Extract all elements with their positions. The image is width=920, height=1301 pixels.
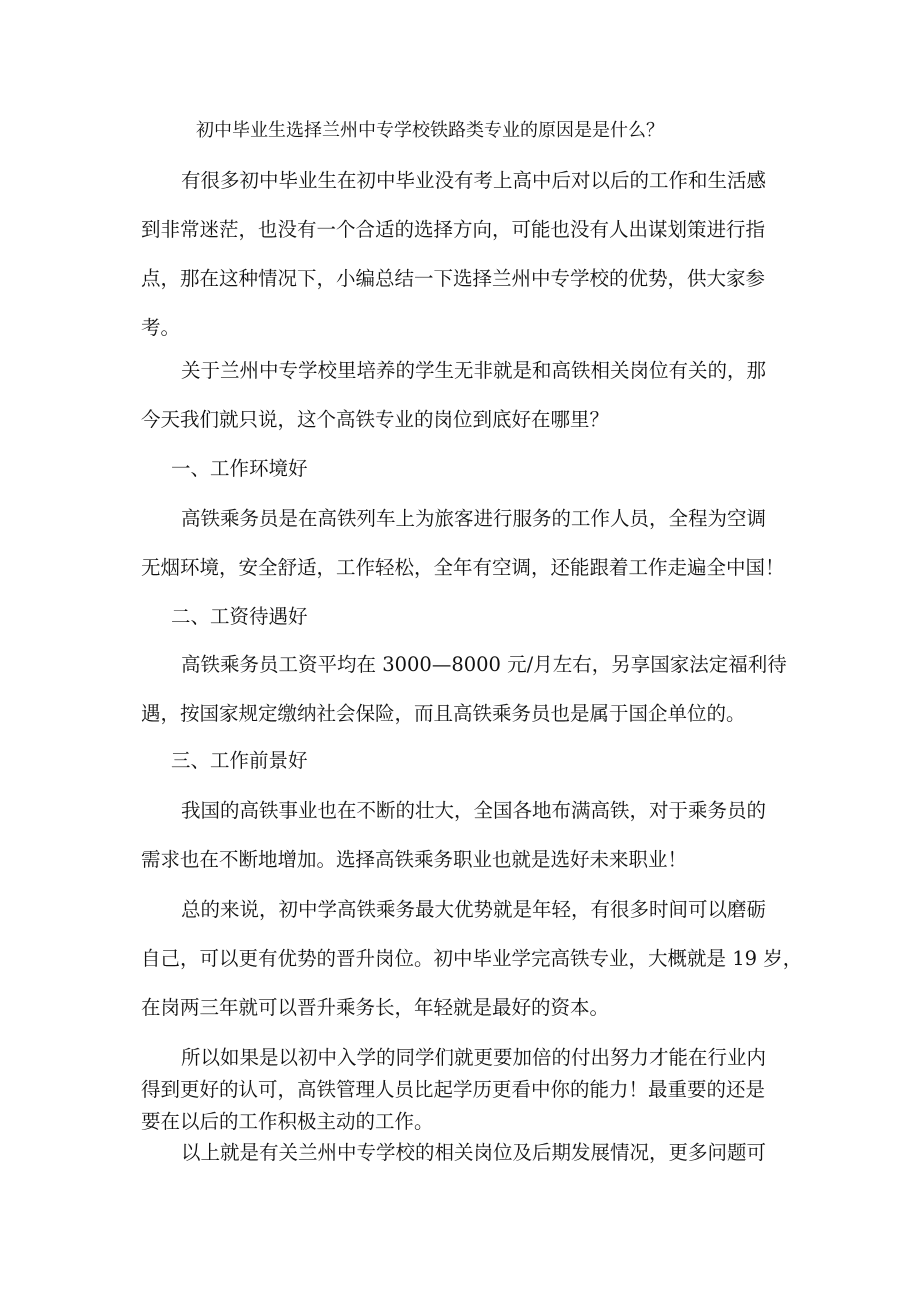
text-line: 遇，按国家规定缴纳社会保险，而且高铁乘务员也是属于国企单位的。 [141, 702, 746, 725]
text-line: 到非常迷茫，也没有一个合适的选择方向，可能也没有人出谋划策进行指 [141, 218, 766, 241]
text-line: 总的来说，初中学高铁乘务最大优势就是年轻，有很多时间可以磨砺 [181, 898, 767, 921]
text-line: 关于兰州中专学校里培养的学生无非就是和高铁相关岗位有关的，那 [181, 359, 767, 382]
text-line: 在岗两三年就可以晋升乘务长，年轻就是最好的资本。 [141, 996, 610, 1019]
text-line: 要在以后的工作积极主动的工作。 [141, 1110, 434, 1133]
page-title: 初中毕业生选择兰州中专学校铁路类专业的原因是是什么？ [196, 120, 664, 141]
text-line: 我国的高铁事业也在不断的壮大，全国各地布满高铁，对于乘务员的 [181, 799, 767, 822]
paragraph-summary [141, 885, 803, 1032]
paragraph-salary [141, 640, 787, 738]
text-line: 高铁乘务员是在高铁列车上为旅客进行服务的工作人员，全程为空调 [181, 507, 767, 530]
paragraph-prospects [141, 786, 781, 884]
paragraph-closing [141, 1128, 781, 1177]
text-line: 需求也在不断地增加。选择高铁乘务职业也就是选好未来职业！ [141, 848, 688, 871]
text-line: 点，那在这种情况下，小编总结一下选择兰州中专学校的优势，供大家参 [141, 267, 766, 290]
text-line: 无烟环境，安全舒适，工作轻松，全年有空调，还能跟着工作走遍全中国！ [141, 556, 785, 579]
text-line: 得到更好的认可，高铁管理人员比起学历更看中你的能力！最重要的还是 [141, 1078, 766, 1101]
text-line: 所以如果是以初中入学的同学们就更要加倍的付出努力才能在行业内 [181, 1046, 767, 1069]
paragraph-environment [141, 494, 785, 592]
intro-paragraph [141, 156, 781, 352]
section-heading-environment: 一、工作环境好 [171, 457, 308, 480]
text-line: 今天我们就只说，这个高铁专业的岗位到底好在哪里？ [141, 408, 610, 431]
text-line: 高铁乘务员工资平均在 3000—8000 元/月左右，另享国家法定福利待 [181, 653, 787, 676]
section-heading-prospects: 三、工作前景好 [171, 749, 308, 772]
text-line: 有很多初中毕业生在初中毕业没有考上高中后对以后的工作和生活感 [181, 169, 767, 192]
text-line: 自己，可以更有优势的晋升岗位。初中毕业学完高铁专业，大概就是 19 岁， [141, 947, 803, 970]
text-line: 考。 [141, 316, 181, 339]
section-heading-salary: 二、工资待遇好 [171, 605, 308, 628]
text-line: 以上就是有关兰州中专学校的相关岗位及后期发展情况，更多问题可 [181, 1141, 767, 1164]
paragraph-positions [141, 346, 781, 444]
paragraph-advice [141, 1042, 781, 1138]
